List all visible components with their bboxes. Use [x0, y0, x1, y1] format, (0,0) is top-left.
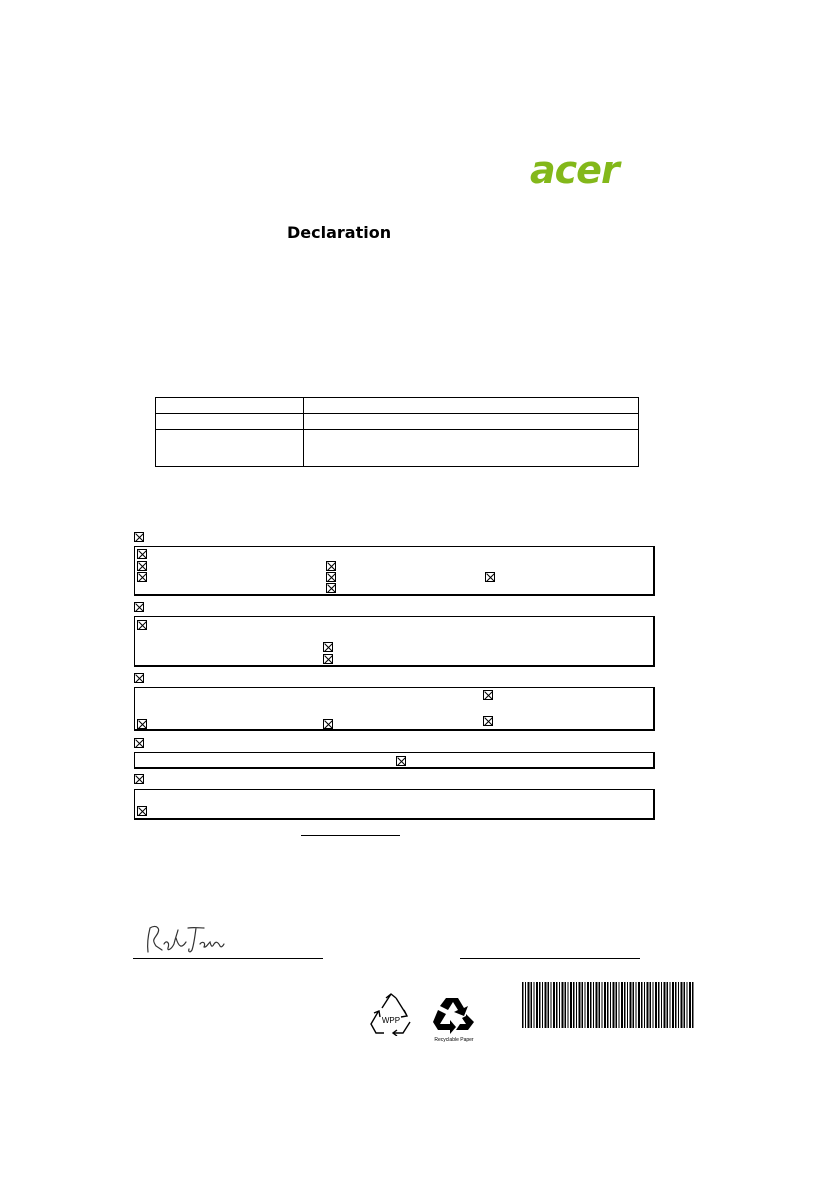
- section-1-box: [134, 546, 655, 596]
- underline-link: [301, 835, 400, 836]
- date-line: [460, 958, 640, 959]
- checkbox[interactable]: [137, 572, 147, 582]
- product-info-table: [155, 397, 639, 467]
- checkbox[interactable]: [326, 572, 336, 582]
- checkbox[interactable]: [323, 719, 333, 729]
- checkbox-section-5[interactable]: [134, 774, 144, 784]
- table-row: [156, 414, 638, 430]
- checkbox[interactable]: [137, 561, 147, 571]
- checkbox-section-2[interactable]: [134, 602, 144, 612]
- recyclable-paper-label: Recyclable Paper: [434, 1037, 474, 1043]
- section-5-box: [134, 789, 655, 820]
- checkbox-section-3[interactable]: [134, 673, 144, 683]
- acer-logo: acer: [530, 148, 619, 192]
- section-4-box: [134, 752, 655, 769]
- section-3-box: [134, 687, 655, 731]
- checkbox[interactable]: [483, 716, 493, 726]
- wpp-recycle-icon: [368, 992, 414, 1036]
- checkbox[interactable]: [323, 642, 333, 652]
- barcode-image: [522, 982, 694, 1028]
- signature-image: [144, 922, 226, 956]
- checkbox[interactable]: [483, 690, 493, 700]
- checkbox[interactable]: [323, 654, 333, 664]
- checkbox[interactable]: [485, 572, 495, 582]
- checkbox[interactable]: [137, 549, 147, 559]
- checkbox[interactable]: [326, 583, 336, 593]
- checkbox-section-1[interactable]: [134, 532, 144, 542]
- wpp-label: WPP: [381, 1016, 401, 1025]
- checkbox[interactable]: [326, 561, 336, 571]
- section-2-box: [134, 616, 655, 667]
- checkbox[interactable]: [137, 719, 147, 729]
- signature-line: [133, 958, 323, 959]
- page-title: Declaration: [287, 223, 392, 242]
- table-row: [156, 398, 638, 414]
- checkbox[interactable]: [137, 806, 147, 816]
- recyclable-paper-icon: [432, 994, 476, 1034]
- table-divider: [303, 398, 304, 466]
- checkbox[interactable]: [396, 756, 406, 766]
- checkbox[interactable]: [137, 620, 147, 630]
- checkbox-section-4[interactable]: [134, 738, 144, 748]
